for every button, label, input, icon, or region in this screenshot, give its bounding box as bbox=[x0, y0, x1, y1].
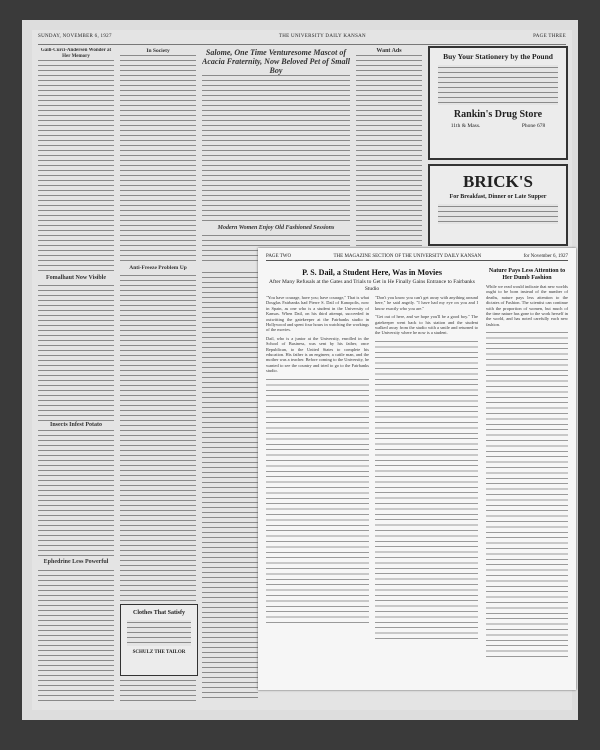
back-masthead bbox=[38, 34, 566, 45]
bricks-ad-title: BRICK'S bbox=[463, 172, 533, 191]
story-paragraph-3: "Don't you know you can't get away with anything around here," he said angrily. "I have had my eye on you and I know exactly who you are." bbox=[375, 295, 478, 311]
col3-headline: Salome, One Time Venturesome Mascot of Acacia Fraternity, Now Beloved Pet of Small Boy bbox=[202, 48, 350, 75]
col4-headline: Want Ads bbox=[356, 48, 422, 55]
front-masthead-left: PAGE TWO bbox=[266, 254, 292, 259]
bricks-ad bbox=[428, 164, 568, 246]
back-column-1 bbox=[38, 48, 114, 703]
rankins-ad-address: 11th & Mass. bbox=[450, 123, 481, 129]
back-masthead-right: PAGE THREE bbox=[533, 34, 566, 39]
rankins-ad-headline: Buy Your Stationery by the Pound bbox=[443, 52, 553, 61]
rankins-ad-phone: Phone 678 bbox=[521, 123, 546, 129]
back-column-3-lower bbox=[202, 270, 258, 700]
story-paragraph-4: "Get out of here, and we hope you'll be a good boy." The gatekeeper went back to his station and the student walked away from the studio with a smile and returned to the University where he now is a student. bbox=[375, 314, 478, 336]
side-story-paragraph: While we read would indicate that new worlds ought to be born instead of the number of deaths, nature pays less attention to the dictates of Fashion. The scientist can continue with the proportion of women, but much of the time nature has gone to the work herself in the world, and has noted carefully each new fashion. bbox=[486, 284, 568, 327]
back-column-3 bbox=[202, 48, 350, 263]
col1-headline-2: Fomalhaut Now Visible bbox=[38, 275, 114, 282]
col3-headline-2: Modern Women Enjoy Old Fashioned Sessions bbox=[202, 225, 350, 232]
back-column-4 bbox=[356, 48, 422, 263]
story-paragraph-2: Dail, who is a junior at the University, enrolled in the School of Business, was sent by his father, once Republican, to the United States to complete his education. His father is an engineer, a cattle man, and the mother was a teacher. Before coming to the University, he wanted to see the country and tried to go to the Fairbanks studio. bbox=[266, 335, 369, 374]
story-title: P. S. Dail, a Student Here, Was in Movies bbox=[302, 268, 442, 277]
front-masthead-center: THE MAGAZINE SECTION OF THE UNIVERSITY DAILY KANSAN bbox=[333, 254, 482, 259]
col1-headline: Gaili-Curci-Andersen Wonder at Her Memory bbox=[38, 48, 114, 60]
tailor-ad-name: SCHULZ THE TAILOR bbox=[132, 650, 186, 655]
rankins-ad bbox=[428, 46, 568, 160]
front-masthead bbox=[266, 254, 568, 261]
back-masthead-left: SUNDAY, NOVEMBER 6, 1927 bbox=[38, 34, 112, 39]
col1-headline-3: Insects Infest Potato bbox=[38, 422, 114, 429]
bricks-ad-tagline: For Breakfast, Dinner or Late Supper bbox=[449, 194, 547, 200]
front-main-story bbox=[266, 268, 478, 682]
front-side-story bbox=[486, 268, 568, 682]
story-subtitle: After Many Refusals at the Gates and Trials to Get in He Finally Gains Entrance to Fairbanks Studio bbox=[269, 279, 475, 292]
col2-headline: In Society bbox=[120, 48, 196, 55]
story-paragraph-1: "You have courage, have you; have courage," That is what Douglas Fairbanks had Pierre S. Dail of Kanopolis, now in Spain, as one who is a student in the University of Kansas. When Dail, on his third attempt, succeeded in outwitting the gatekeeper at the Fairbanks studio in Hollywood and spent four hours in watching the workings of the movies. bbox=[266, 295, 369, 333]
front-masthead-right: for November 6, 1927 bbox=[523, 254, 568, 259]
side-story-title: Nature Pays Less Attention to Her Dumb Fashion bbox=[488, 268, 566, 281]
magazine-page-two bbox=[258, 248, 576, 690]
tailor-ad bbox=[120, 604, 198, 676]
tailor-ad-headline: Clothes That Satisfy bbox=[133, 610, 185, 616]
back-masthead-center: THE UNIVERSITY DAILY KANSAN bbox=[278, 34, 366, 39]
col1-headline-4: Ephedrine Less Powerful bbox=[38, 559, 114, 566]
col2-headline-2: Anti-Freeze Problem Up bbox=[120, 265, 196, 272]
rankins-ad-store: Rankin's Drug Store bbox=[453, 109, 543, 120]
